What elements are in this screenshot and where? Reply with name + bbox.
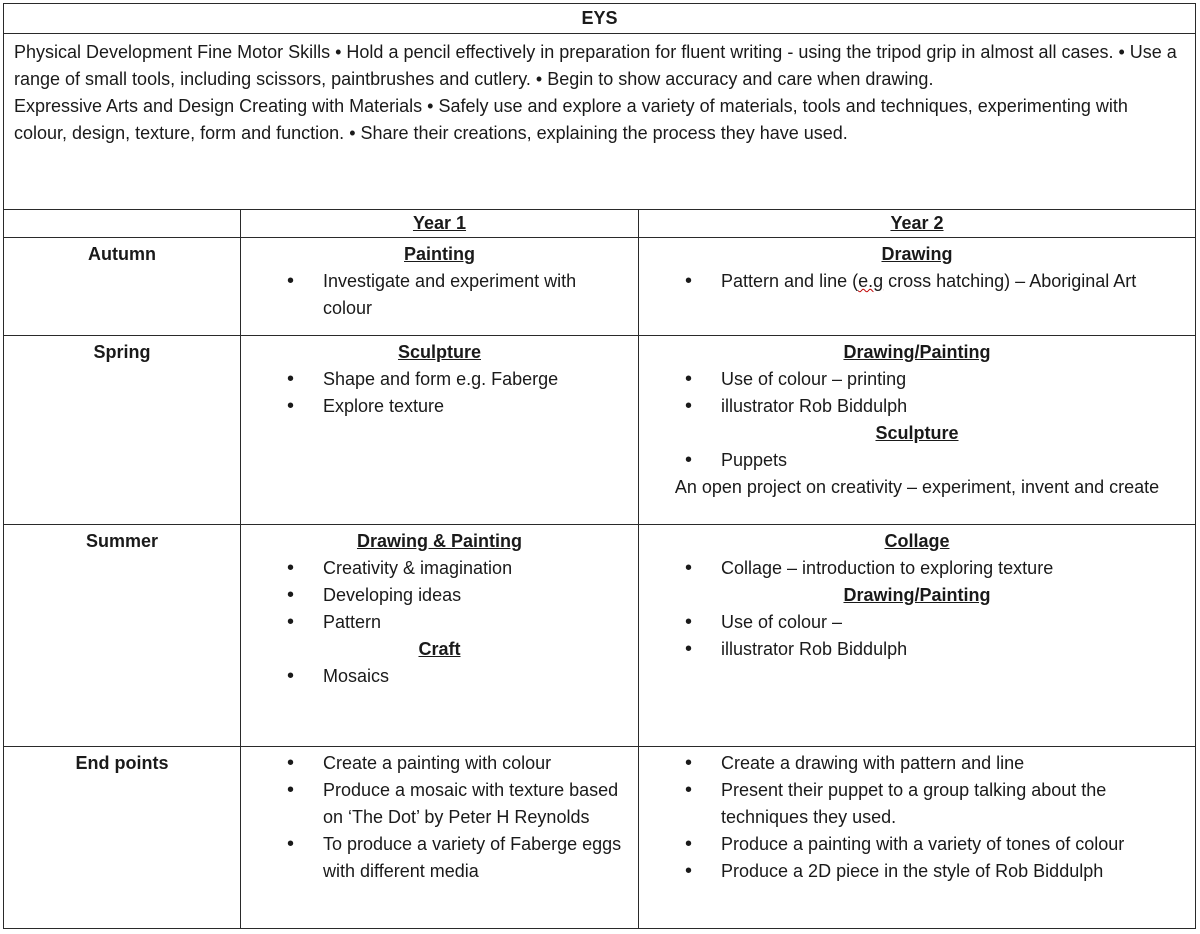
text-segment: Pattern and line ( [721,271,859,291]
list-item: • illustrator Rob Biddulph [639,636,1195,663]
subheading: Drawing [881,244,953,264]
row-endpoints [4,747,1196,929]
curriculum-document [3,3,1195,929]
subheading: Drawing/Painting [843,585,991,605]
list-item: • Present their puppet to a group talking about the techniques they used. [639,777,1195,831]
intro-cell [4,34,1196,210]
text-segment: cross hatching) – Aboriginal Art [883,271,1137,291]
summer-year1-cell [241,525,639,747]
list-item: • Explore texture [241,393,638,420]
bullet-list [241,663,638,690]
corner-cell [4,210,241,238]
list-item: • Mosaics [241,663,638,690]
list-item: • Pattern [241,609,638,636]
list-item: • Investigate and experiment with colour [241,268,638,322]
list-item: • Creativity & imagination [241,555,638,582]
bullet-list [639,555,1195,582]
bullet-list [241,750,638,885]
bullet-list [639,447,1195,474]
col-header-year1: Year 1 [241,210,639,238]
subheading: Sculpture [875,423,959,443]
autumn-year2-cell [639,238,1196,336]
list-item: • Produce a painting with a variety of tones of colour [639,831,1195,858]
table-title: EYS [4,4,1196,34]
curriculum-table [3,3,1196,929]
creativity-note: An open project on creativity – experiment, invent and create [674,477,1160,497]
subheading: Collage [884,531,950,551]
row-label-autumn: Autumn [4,238,241,336]
intro-row [4,34,1196,210]
bullet-list [639,609,1195,663]
spellcheck-flagged-text: e.g [858,271,884,291]
bullet-list [241,366,638,420]
list-item: • Produce a mosaic with texture based on ‘The Dot’ by Peter H Reynolds [241,777,638,831]
row-label-summer: Summer [4,525,241,747]
list-item: • Developing ideas [241,582,638,609]
header-row [4,4,1196,34]
bullet-list [241,268,638,322]
row-autumn [4,238,1196,336]
list-item: • To produce a variety of Faberge eggs with different media [241,831,638,885]
row-spring [4,336,1196,525]
autumn-year1-cell [241,238,639,336]
endpoints-year2-cell [639,747,1196,929]
list-item: • illustrator Rob Biddulph [639,393,1195,420]
summer-year2-cell [639,525,1196,747]
list-item: • Create a drawing with pattern and line [639,750,1195,777]
column-header-row [4,210,1196,238]
subheading: Painting [404,244,475,264]
row-label-spring: Spring [4,336,241,525]
col-header-year2: Year 2 [639,210,1196,238]
list-item: • Puppets [639,447,1195,474]
list-item: • Use of colour – printing [639,366,1195,393]
list-item: • Collage – introduction to exploring texture [639,555,1195,582]
bullet-list [639,750,1195,885]
list-item: • Shape and form e.g. Faberge [241,366,638,393]
row-label-endpoints: End points [4,747,241,929]
endpoints-year1-cell [241,747,639,929]
spring-year2-cell [639,336,1196,525]
subheading: Drawing & Painting [356,531,522,551]
list-item: • Use of colour – [639,609,1195,636]
list-item: • Produce a 2D piece in the style of Rob Biddulph [639,858,1195,885]
intro-physical-development: Physical Development Fine Motor Skills • Hold a pencil effectively in preparation for fluent writing - using the tripod grip in almost all cases. • Use a range of small tools, including scissors, paintbrushes and cutlery. • Begin to show accuracy and care when drawing. [14,42,1177,89]
bullet-list [639,268,1195,295]
subheading: Craft [418,639,461,659]
row-summer [4,525,1196,747]
intro-expressive-arts: Expressive Arts and Design Creating with Materials • Safely use and explore a variety of materials, tools and techniques, experimenting with colour, design, texture, form and function. • Share their creations, explaining the process they have used. [14,96,1128,143]
spring-year1-cell [241,336,639,525]
subheading: Sculpture [397,342,481,362]
bullet-list [241,555,638,636]
list-item [639,268,1195,295]
bullet-list [639,366,1195,420]
subheading: Drawing/Painting [843,342,991,362]
list-item: • Create a painting with colour [241,750,638,777]
